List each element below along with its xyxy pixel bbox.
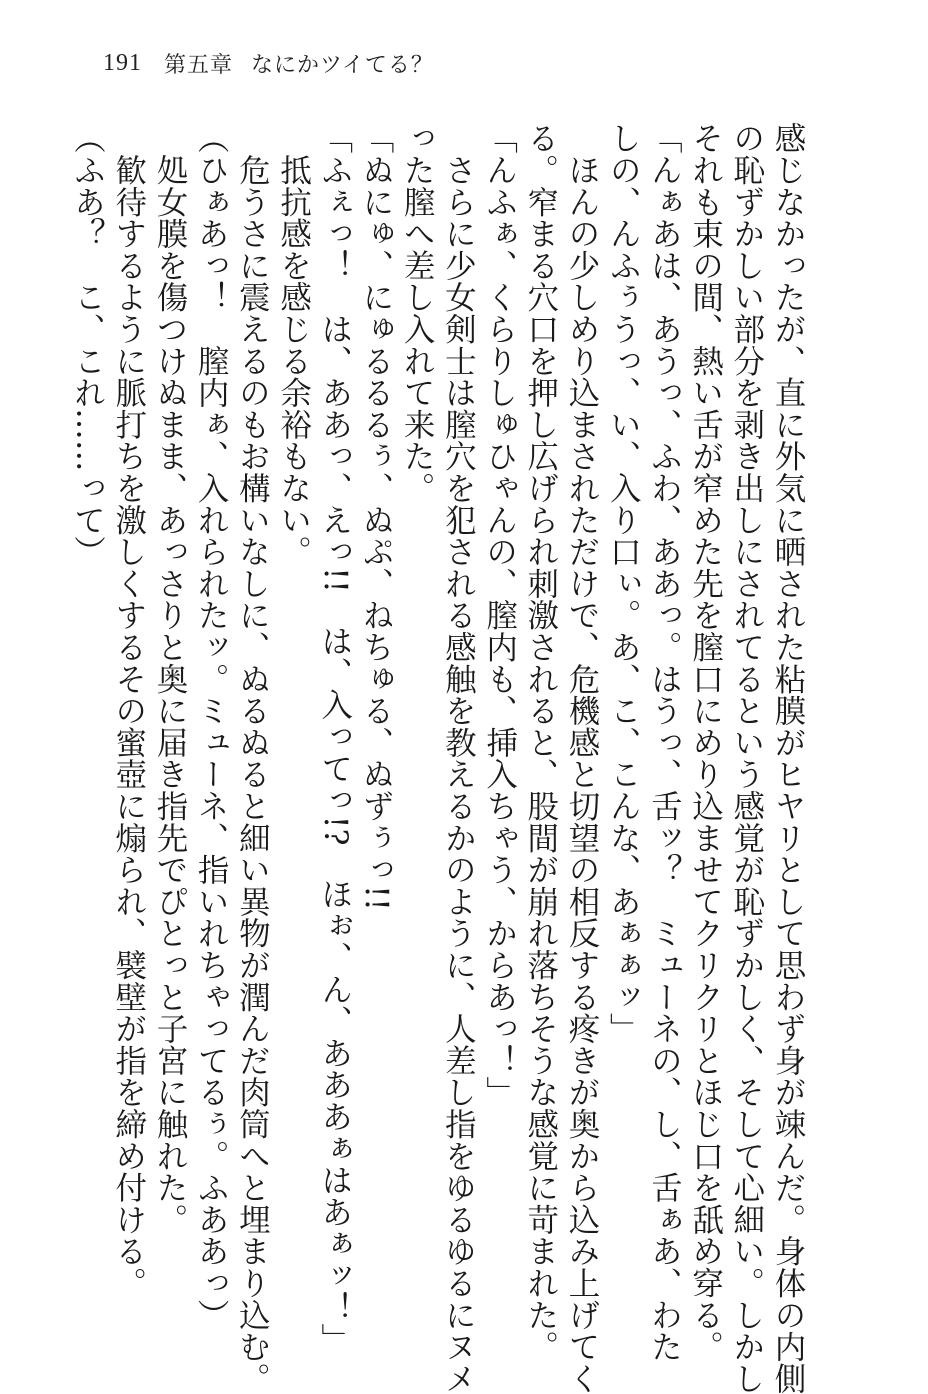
text-line-10: った膣へ差し入れて来た。 — [399, 122, 436, 504]
chapter-title: なにかツイてる？ — [251, 52, 434, 78]
text-line-17: 歓待するように脈打ちを激しくするその蜜壺に煽られ、襞壁が指を締め付ける。 — [110, 122, 147, 1299]
text-line-14: 危うさに震えるのもお構いなしに、ぬるぬると細い異物が潤んだ肉筒へと埋まり込む。 — [234, 122, 271, 1394]
body-text — [66, 122, 808, 1394]
text-line-7: る。窄まる穴口を押し広げられ刺激されると、股間が崩れ落ちそうな感覚に苛まれた。 — [522, 122, 559, 1363]
text-line-15: （ひぁあっ！ 膣内ぁ、入れられたッ。ミューネ、指いれちゃってるぅ。ふああっ） — [193, 122, 230, 1331]
text-line-5: しの、んふぅうっ、い、入り口ぃ。あ、こ、こんな、あぁぁッ」 — [605, 122, 642, 1045]
text-line-8: 「んふぁ、くらりしゅひゃんの、膣内も、挿入ちゃう、からあっ！」 — [481, 122, 518, 1108]
text-line-13: 抵抗感を感じる余裕もない。 — [275, 122, 312, 568]
text-line-4: 「んぁあは、あうっ、ふわ、ああっ。はうっ、舌ッ？ ミューネの、し、舌ぁあ、わた — [646, 122, 683, 1363]
text-line-1: 感じなかったが、直に外気に晒された粘膜がヒヤリとして思わず身が竦んだ。身体の内側 — [770, 122, 806, 1394]
text-line-18: （ふあ？ こ、これ……って） — [69, 122, 106, 568]
text-line-3: それも束の間、熱い舌が窄めた先を膣口にめり込ませてクリクリとほじ口を舐め穿る。 — [687, 122, 724, 1363]
running-head — [103, 46, 434, 80]
page-number: 191 — [103, 49, 142, 76]
text-line-11: 「ぬにゅ、にゅるるるぅ、ぬぷ、ねちゅる、ぬずぅっ!! — [357, 122, 394, 912]
chapter-label: 第五章 — [164, 52, 234, 78]
text-line-2: の恥ずかしい部分を剥き出しにされてるという感覚が恥ずかしく、そして心細い。しかし — [728, 122, 765, 1394]
text-line-6: ほんの少しめり込まされただけで、危機感と切望の相反する疼きが奥から込み上げてく — [563, 122, 600, 1394]
text-line-12: 「ふぇっ！ は、ああっ、えっ!! は、入ってっ!? ほぉ、ん、あああぁはあぁッ！」 — [316, 122, 353, 1355]
text-line-9: さらに少女剣士は膣穴を犯される感触を教えるかのように、人差し指をゆるゆるにヌメ — [440, 122, 477, 1394]
text-line-16: 処女膜を傷つけぬまま、あっさりと奥に届き指先でぴとっと子宮に触れた。 — [151, 122, 188, 1235]
